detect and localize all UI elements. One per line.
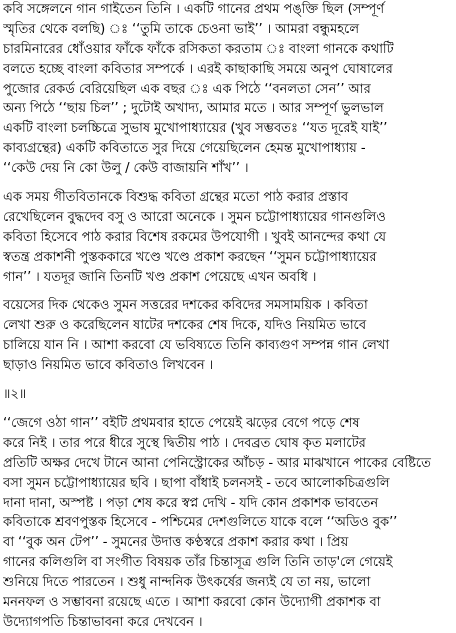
- text-line: অন্য পিঠে ‘‘ছায় চিল’’ ; দুটোই অখাদ্য, আমার মতে । আর সম্পূর্ণ ভুলভাল: [3, 101, 384, 117]
- text-line: লেখা শুরু ও করেছিলেন ষাটের দশকের শেষ দিকে, যদিও নিয়মিত ভাবে: [3, 318, 367, 334]
- text-line: স্বতন্ত্র প্রকাশনী পুস্তককারে খণ্ডে খণ্ডে প্রকাশ করছেন ‘‘সুমন চট্টোপাধ্যায়ের: [3, 249, 377, 265]
- paragraph-1: [3, 0, 453, 179]
- text-line: বা ‘‘বুক অন টেপ’’ - সুমনের উদাত্ত কণ্ঠস্বরে প্রকাশ করার কথা । প্রিয়: [3, 535, 349, 551]
- text-line: উদ্যোগপতি চিন্তাভাবনা করে দেখবেন ।: [3, 614, 203, 630]
- text-line: কাব্যগ্রন্থের) একটি কবিতাতে সুর দিয়ে গেয়েছিলেন হেমন্ত মুখোপাধ্যায় -: [3, 141, 366, 157]
- text-line: চালিয়ে যান নি । আশা করবো যে ভবিষ্যতে তিনি কাব্যগুণ সম্পন্ন গান লেখা: [3, 338, 390, 354]
- text-line: ‘‘জেগে ওঠা গান’’ বইটি প্রথমবার হাতে পেয়েই ঝড়ের বেগে পড়ে শেষ: [3, 416, 360, 432]
- text-line: রেখেছিলেন বুদ্ধদেব বসু ও আরো অনেকে । সুমন চট্টোপাধ্যায়ের গানগুলিও: [3, 209, 386, 225]
- text-line: বসা সুমন চট্টোপাধ্যায়ের ছবি । ছাপা বাঁধাই চলনসই - তবে আলোকচিত্রগুলি: [3, 475, 390, 491]
- text-line: গান’’ । যতদূর জানি তিনটি খণ্ড প্রকাশ পেয়েছে এখন অবধি ।: [3, 269, 317, 285]
- text-line: ‘‘কেউ দেয় নি কো উলু / কেউ বাজায়নি শাঁখ’’ ।: [3, 161, 249, 177]
- paragraph-gap: [3, 287, 453, 296]
- text-line: পুজোর রেকর্ড বেরিয়েছিল এক বছর ঃ এক পিঠে ‘‘বনলতা সেন’’ আর: [3, 81, 371, 97]
- text-line: কবিতা হিসেবে পাঠ করার বিশেষ রকমের উপযোগী । খুবই আনন্দের কথা যে: [3, 229, 387, 245]
- text-line: কবিতাকে শ্রবণপুস্তক হিসেবে - পশ্চিমের দেশগুলিতে যাকে বলে ‘‘অডিও বুক’’: [3, 515, 398, 531]
- paragraph-gap: [3, 376, 453, 385]
- text-line: শুনিয়ে দিতে পারতেন । শুধু নান্দনিক উৎকর্ষের জন্যই যে তা নয়, ভালো: [3, 575, 371, 591]
- text-line: প্রতিটি অক্ষর দেখে টানে আনা পেনিস্ট্রোকের আঁচড় - আর মাঝখানে পাকের বেষ্টিতে: [3, 455, 431, 471]
- text-line: বয়েসের দিক থেকেও সুমন সত্তরের দশকের কবিদের সমসাময়িক । কবিতা: [3, 298, 368, 314]
- text-line: দানা দানা, অস্পষ্ট । পড়া শেষ করে স্বপ্ন দেখি - যদি কোন প্রকাশক ভাবতেন: [3, 495, 379, 511]
- text-line: করে নিই । তার পরে ধীরে সুস্থে দ্বিতীয় পাঠ । দেবব্রত ঘোষ কৃত মলাটের: [3, 435, 366, 451]
- text-line: এক সময় গীতবিতানকে বিশুদ্ধ কবিতা গ্রন্থের মতো পাঠ করার প্রস্তাব: [3, 190, 349, 206]
- text-line: চারমিনারের ধোঁওয়ার ফাঁকে ফাঁকে রসিকতা করতাম ঃ বাংলা গানকে কথাটি: [3, 41, 394, 57]
- paragraph-4: [3, 414, 453, 633]
- text-line: একটি বাংলা চলচ্চিত্রে সুভাষ মুখোপাধ্যায়ের (খুব সম্ভবতঃ ‘‘যত দূরেই যাই’’: [3, 121, 388, 137]
- text-line: কবি সঙ্গেলনে গান গাইতেন তিনি । একটি গানের প্রথম পঙ্‌ক্তি ছিল (সম্পূর্ণ: [3, 2, 385, 17]
- text-line: গানের কলিগুলি বা সংগীত বিষয়ক তাঁর চিন্তাসূত্র গুলি তিনি তাড়'লে গেয়েই: [3, 555, 393, 571]
- paragraph-2: [3, 188, 453, 287]
- section-heading: ॥২॥: [3, 387, 27, 403]
- text-line: স্মৃতির থেকে বলছি) ঃ ‘‘তুমি তাকে চেওনা ভাই’’ । আমরা বন্ধুমহলে: [3, 21, 360, 37]
- text-line: ছাড়াও নিয়মিত ভাবে কবিতাও লিখবেন ।: [3, 358, 214, 374]
- text-line: বলতে হচ্ছে বাংলা কবিতার সম্পর্কে । এরই কাছাকাছি সময়ে অনুপ ঘোষালের: [3, 61, 393, 77]
- paragraph-3: [3, 296, 453, 376]
- paragraph-gap: [3, 179, 453, 188]
- text-line: মননফল ও সম্ভাবনা রয়েছে এতে । আশা করবো কোন উদ্যোগী প্রকাশক বা: [3, 595, 381, 611]
- paragraph-gap: [3, 405, 453, 414]
